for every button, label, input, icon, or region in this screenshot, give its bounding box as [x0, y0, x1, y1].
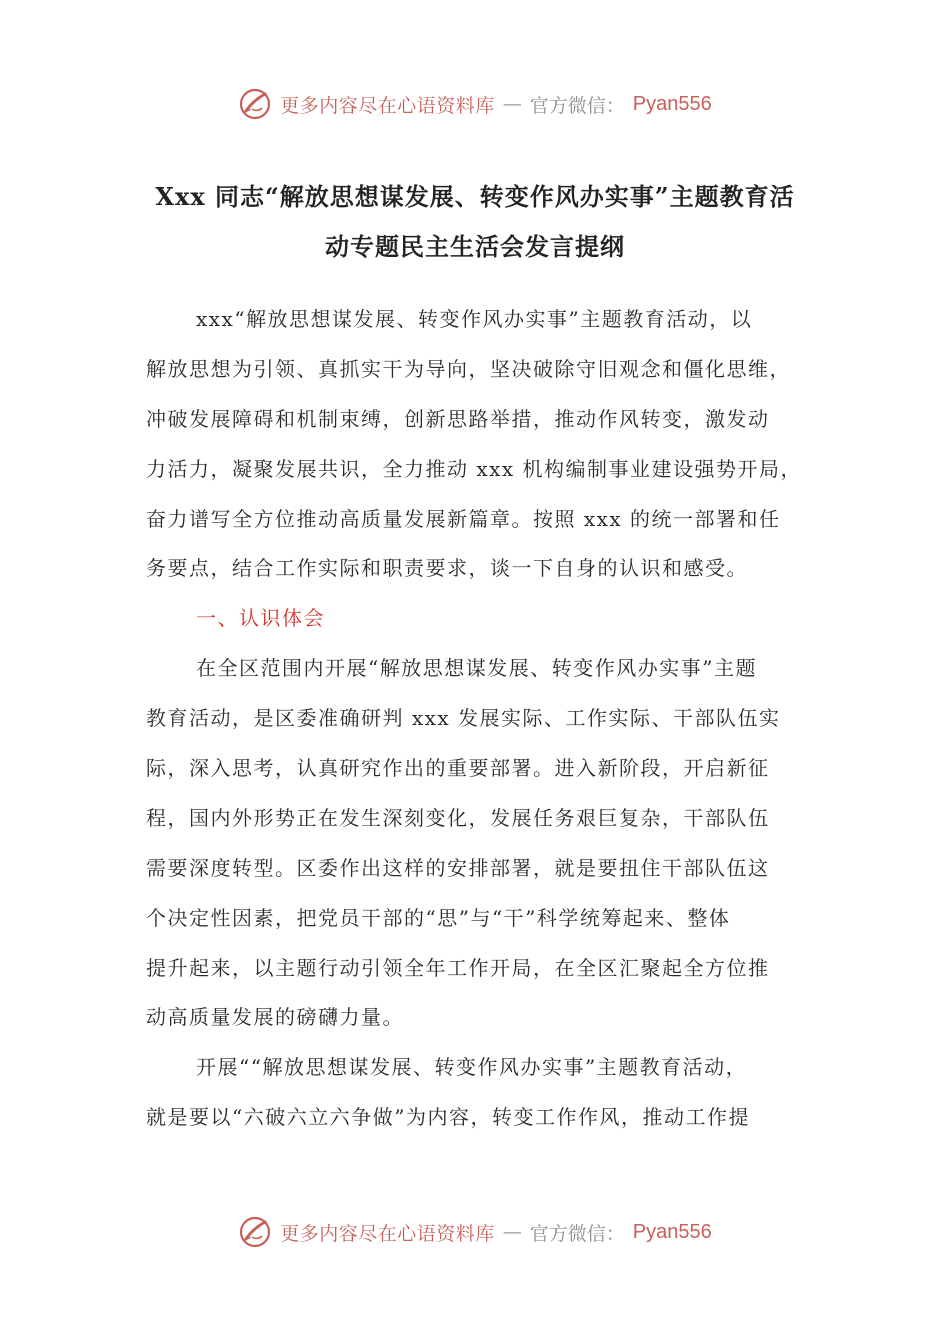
body-line: 开展““解放思想谋发展、转变作风办实事”主题教育活动， — [196, 1055, 748, 1080]
watermark-id: Pyan556 — [632, 92, 712, 115]
body-line: 就是要以“六破六立六争做”为内容，转变工作作风，推动工作提 — [146, 1105, 750, 1130]
body-line: 动高质量发展的磅礴力量。 — [146, 1005, 404, 1030]
watermark-text: 更多内容尽在心语资料库 — [280, 94, 495, 117]
body-line: 个决定性因素，把党员干部的“思”与“干”科学统筹起来、整体 — [146, 905, 731, 930]
document-title — [145, 172, 805, 272]
body-line: 务要点，结合工作实际和职责要求，谈一下自身的认识和感受。 — [146, 556, 748, 581]
body-line: 际，深入思考，认真研究作出的重要部署。进入新阶段，开启新征 — [146, 756, 770, 781]
body-line: 程，国内外形势正在发生深刻变化，发展任务艰巨复杂，干部队伍 — [146, 805, 770, 830]
watermark-label: 官方微信： — [529, 94, 625, 117]
body-line: 提升起来，以主题行动引领全年工作开局，在全区汇聚起全方位推 — [146, 955, 770, 980]
watermark-header — [0, 84, 950, 124]
document-body — [146, 295, 806, 1143]
title-line-1: Xxx 同志“解放思想谋发展、转变作风办实事”主题教育活 — [155, 182, 795, 211]
watermark-text: 更多内容尽在心语资料库 — [280, 1222, 495, 1245]
watermark-id: Pyan556 — [632, 1220, 712, 1243]
watermark-label: 官方微信： — [529, 1222, 625, 1245]
pen-logo-icon — [238, 1215, 272, 1249]
watermark-footer — [0, 1212, 950, 1252]
section-heading: 一、认识体会 — [196, 606, 325, 631]
body-line: 在全区范围内开展“解放思想谋发展、转变作风办实事”主题 — [196, 656, 757, 681]
body-line: 解放思想为引领、真抓实干为导向，坚决破除守旧观念和僵化思维， — [146, 356, 791, 381]
body-line: 教育活动，是区委准确研判 xxx 发展实际、工作实际、干部队伍实 — [146, 706, 781, 731]
watermark-separator: — — [502, 93, 522, 115]
watermark-separator: — — [502, 1221, 522, 1243]
body-line: 冲破发展障碍和机制束缚，创新思路举措，推动作风转变，激发动 — [146, 406, 770, 431]
body-line: 需要深度转型。区委作出这样的安排部署，就是要扭住干部队伍这 — [146, 855, 770, 880]
body-line: 奋力谱写全方位推动高质量发展新篇章。按照 xxx 的统一部署和任 — [146, 506, 781, 531]
pen-logo-icon — [238, 87, 272, 121]
body-line: 力活力，凝聚发展共识，全力推动 xxx 机构编制事业建设强势开局， — [146, 456, 803, 481]
body-line: xxx“解放思想谋发展、转变作风办实事”主题教育活动，以 — [196, 307, 753, 331]
title-line-2: 动专题民主生活会发言提纲 — [325, 232, 625, 261]
